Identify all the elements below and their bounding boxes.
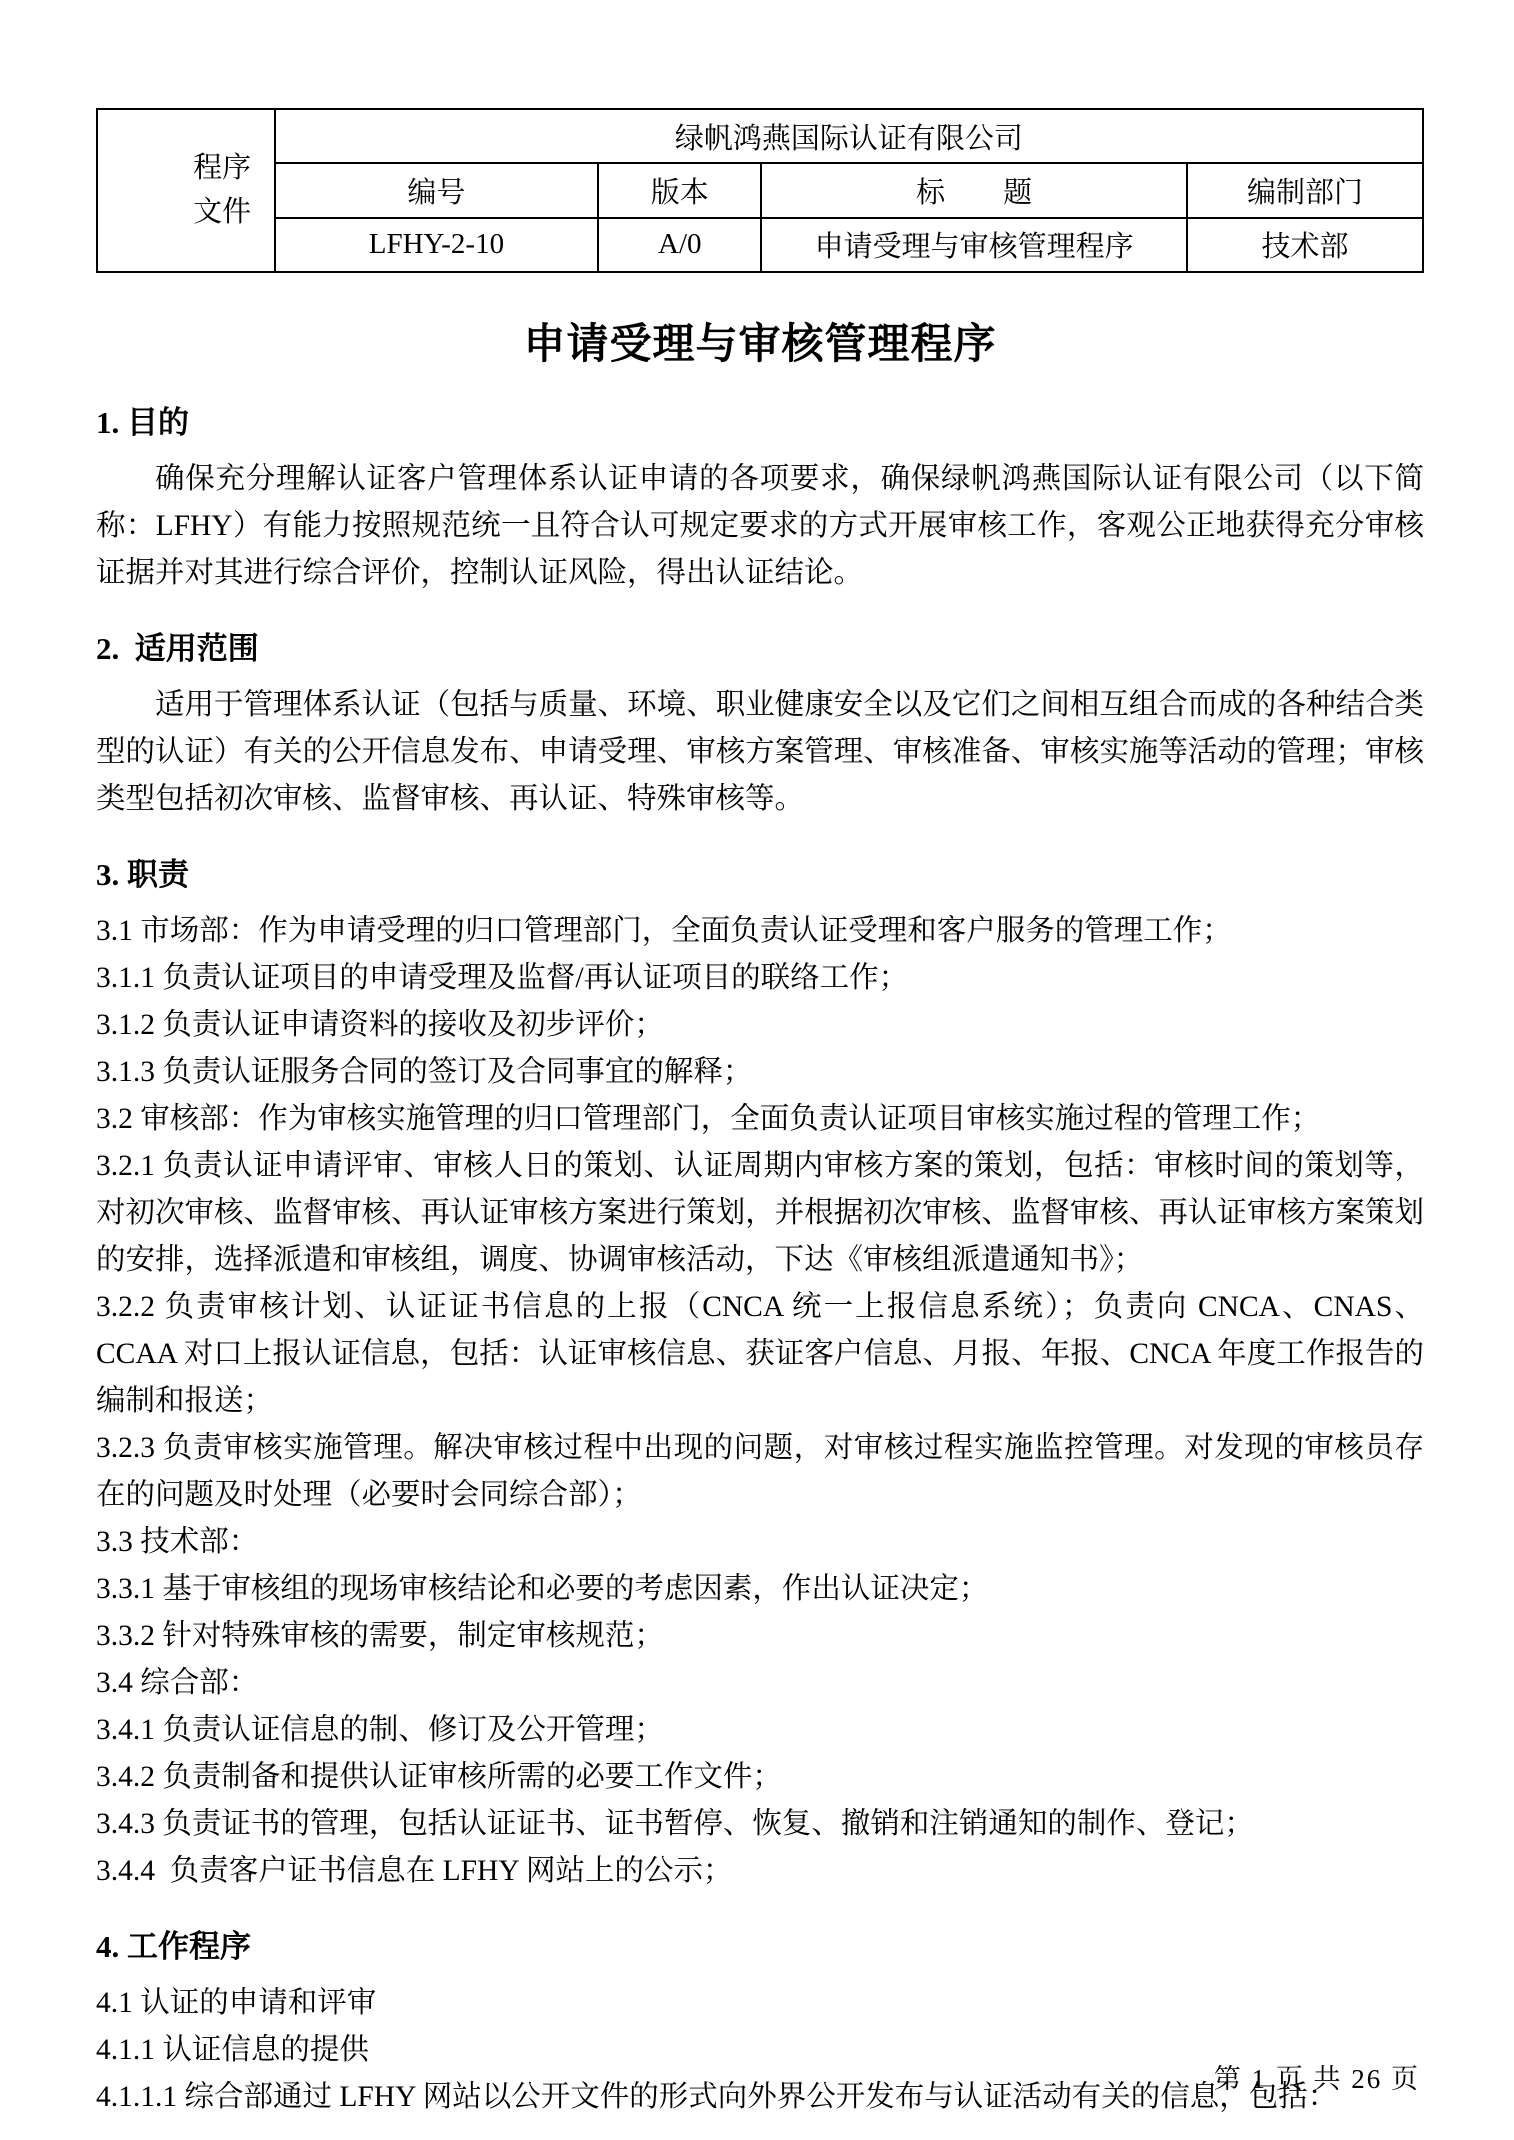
resp-item-3-4-2: 3.4.2 负责制备和提供认证审核所需的必要工作文件； (96, 1761, 782, 1793)
resp-item-3-4: 3.4 综合部： (96, 1667, 259, 1699)
section-heading-work-procedure: 4. 工作程序 (96, 1929, 251, 1964)
resp-item-3-1-1: 3.1.1 负责认证项目的申请受理及监督/再认证项目的联络工作； (96, 962, 909, 994)
section-heading-responsibilities: 3. 职责 (96, 857, 189, 892)
table-row (97, 163, 1423, 217)
resp-item-3-4-1: 3.4.1 负责认证信息的制、修订及公开管理； (96, 1714, 664, 1746)
page-number: 第 1 页 共 26 页 (1213, 2064, 1420, 2094)
company-name-cell: 绿帆鸿燕国际认证有限公司 (275, 109, 1423, 163)
resp-item-3-2-2: 3.2.2 负责审核计划、认证证书信息的上报（CNCA 统一上报信息系统）；负责向 CNCA、CNAS、CCAA 对口上报认证信息，包括：认证审核信息、获证客户信息、月报、年报、CNCA 年度工作报告的编制和报送； (96, 1291, 1424, 1417)
resp-item-3-3: 3.3 技术部： (96, 1526, 259, 1558)
code-value-cell: LFHY-2-10 (275, 218, 599, 272)
paragraph-scope: 适用于管理体系认证（包括与质量、环境、职业健康安全以及它们之间相互组合而成的各种结合类型的认证）有关的公开信息发布、申请受理、审核方案管理、审核准备、审核实施等活动的管理；审核类型包括初次审核、监督审核、再认证、特殊审核等。 (96, 689, 1424, 815)
dept-label-cell: 编制部门 (1187, 163, 1423, 217)
section-scope (96, 625, 1424, 823)
resp-item-3-2: 3.2 审核部：作为审核实施管理的归口管理部门，全面负责认证项目审核实施过程的管理工作； (96, 1103, 1321, 1135)
resp-item-3-1: 3.1 市场部：作为申请受理的归口管理部门，全面负责认证受理和客户服务的管理工作； (96, 915, 1232, 947)
doc-type-cell (97, 109, 275, 272)
proc-item-4-1: 4.1 认证的申请和评审 (96, 1987, 377, 2019)
resp-item-3-1-2: 3.1.2 负责认证申请资料的接收及初步评价； (96, 1009, 664, 1041)
section-responsibilities (96, 851, 1424, 1895)
document-title: 申请受理与审核管理程序 (523, 322, 997, 368)
document-header-table (96, 108, 1424, 273)
version-label-cell: 版本 (598, 163, 761, 217)
doc-type-label: 程序文件 (193, 152, 252, 228)
resp-item-3-3-2: 3.3.2 针对特殊审核的需要，制定审核规范； (96, 1620, 664, 1652)
section-heading-purpose: 1. 目的 (96, 405, 189, 440)
resp-item-3-1-3: 3.1.3 负责认证服务合同的签订及合同事宜的解释； (96, 1056, 753, 1088)
title-value-cell: 申请受理与审核管理程序 (761, 218, 1187, 272)
title-label-cell: 标 题 (761, 163, 1187, 217)
section-purpose (96, 399, 1424, 597)
dept-value-cell: 技术部 (1187, 218, 1423, 272)
paragraph-purpose: 确保充分理解认证客户管理体系认证申请的各项要求，确保绿帆鸿燕国际认证有限公司（以下简称：LFHY）有能力按照规范统一且符合认可规定要求的方式开展审核工作，客观公正地获得充分审核证据并对其进行综合评价，控制认证风险，得出认证结论。 (96, 463, 1424, 589)
resp-item-3-4-4: 3.4.4 负责客户证书信息在 LFHY 网站上的公示； (96, 1855, 733, 1887)
resp-item-3-2-3: 3.2.3 负责审核实施管理。解决审核过程中出现的问题，对审核过程实施监控管理。对发现的审核员存在的问题及时处理（必要时会同综合部）； (96, 1432, 1424, 1511)
proc-item-4-1-1-1: 4.1.1.1 综合部通过 LFHY 网站以公开文件的形式向外界公开发布与认证活动有关的信息，包括： (96, 2081, 1338, 2113)
resp-item-3-2-1: 3.2.1 负责认证申请评审、审核人日的策划、认证周期内审核方案的策划，包括：审核时间的策划等，对初次审核、监督审核、再认证审核方案进行策划，并根据初次审核、监督审核、再认证审核方案策划的安排，选择派遣和审核组，调度、协调审核活动，下达《审核组派遣通知书》； (96, 1150, 1424, 1276)
section-heading-scope: 2. 适用范围 (96, 631, 259, 666)
version-value-cell: A/0 (598, 218, 761, 272)
table-row (97, 218, 1423, 272)
proc-item-4-1-1: 4.1.1 认证信息的提供 (96, 2034, 369, 2066)
code-label-cell: 编号 (275, 163, 599, 217)
table-row (97, 109, 1423, 163)
resp-item-3-4-3: 3.4.3 负责证书的管理，包括认证证书、证书暂停、恢复、撤销和注销通知的制作、登记； (96, 1808, 1254, 1840)
resp-item-3-3-1: 3.3.1 基于审核组的现场审核结论和必要的考虑因素，作出认证决定； (96, 1573, 989, 1605)
